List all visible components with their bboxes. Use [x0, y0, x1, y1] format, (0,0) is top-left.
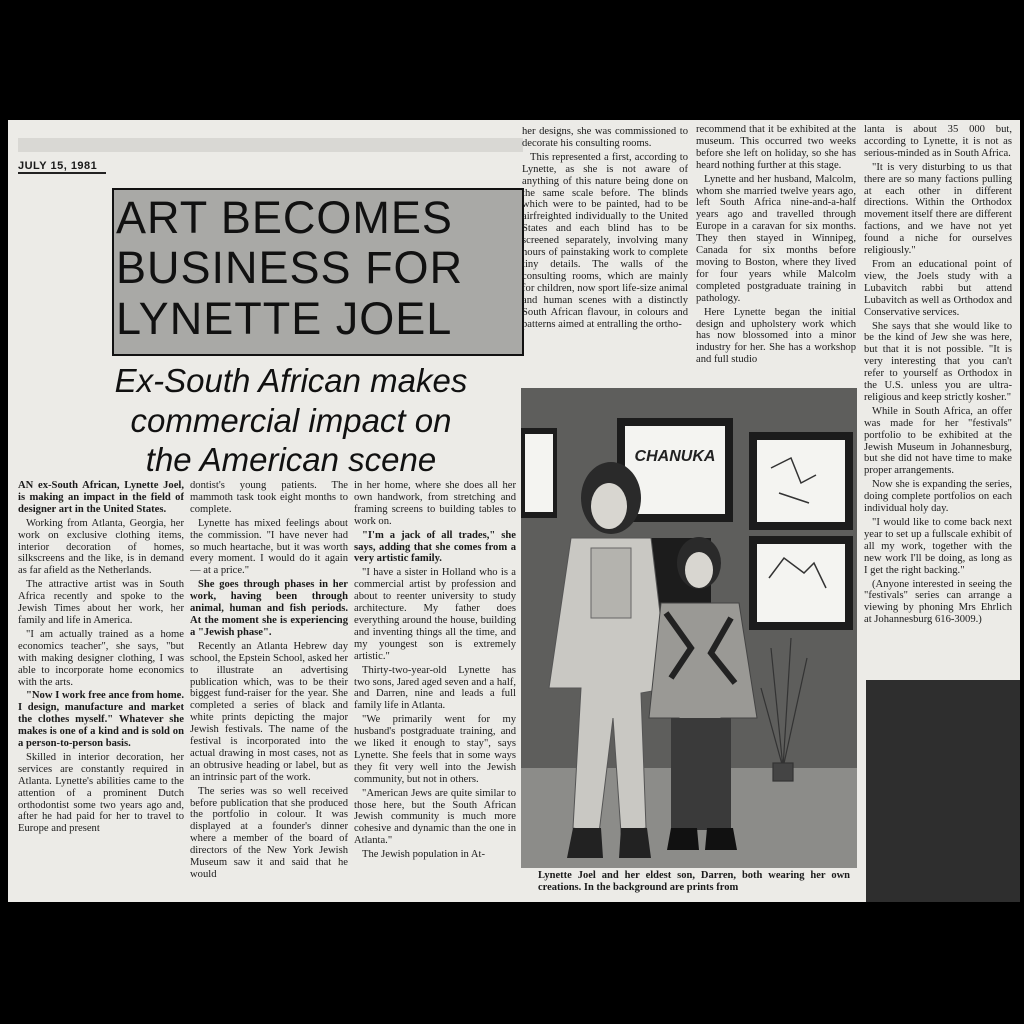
paragraph: "It is very disturbing to us that there are so many factions pulling at each other in different directions. Within the Orthodox movement itself there are different factions, and we have not yet found a niche for ourselves religiously." — [864, 161, 1012, 257]
woman-figure — [549, 462, 669, 858]
paragraph: Thirty-two-year-old Lynette has two sons, Jared aged seven and a half, and Darren, nine and leads a full family life in Atlanta. — [354, 664, 516, 712]
paragraph: From an educational point of view, the Joels study with a Lubavitch rabbi but attend Lubavitch as well as Orthodox and Conservative services. — [864, 258, 1012, 318]
article-photo — [521, 388, 857, 868]
paragraph: "American Jews are quite similar to those here, but the South African Jewish community is much more cohesive and dynamic than the one in Atlanta." — [354, 787, 516, 847]
paragraph: The attractive artist was in South Africa recently and spoke to the Jewish Times about her work, her family and life in America. — [18, 579, 184, 626]
article-column-3 — [354, 480, 516, 900]
paragraph: She goes through phases in her work, having been through animal, human and fish periods. At the moment she is experiencing a "Jewish phase". — [190, 579, 348, 638]
plant — [761, 638, 807, 781]
paragraph: (Anyone interested in seeing the "festivals" series can arrange a viewing by phoning Mrs Ehrlich at Johannesburg 616-3009.) — [864, 578, 1012, 626]
paragraph: "Now I work free ance from home. I design, manufacture and market the clothes myself." Whatever she makes is one of a kind and is sold on a person-to-person basis. — [18, 690, 184, 750]
paragraph: She says that she would like to be the kind of Jew she was here, but that it is not possible. "It is very interesting that you can't refer to yourself as Orthodox in the U.S. unless you are ultra-religious and keep strictly kosher." — [864, 320, 1012, 403]
paragraph: dontist's young patients. The mammoth task took eight months to complete. — [190, 480, 348, 515]
paragraph: "I'm a jack of all trades," she says, adding that she comes from a very artistic family. — [354, 529, 516, 565]
paragraph: "I have a sister in Holland who is a commercial artist by profession and about to reenter university to study architecture. My father does everything around the house, building and inventing things all the time, and my youngest son is extremely artistic." — [354, 567, 516, 662]
paragraph: "I am actually trained as a home economics teacher", she says, "but with making designer clothing, I was able to incorporate home economics with the arts. — [18, 628, 184, 688]
paragraph: Lynette and her husband, Malcolm, whom she married twelve years ago, left South Africa nine-and-a-half years ago and travelled through Europe in a caravan for six months. They then stayed in Winnipeg, Canada for six months before moving to Boston, where they lived for four years while Malcolm completed postgraduate training in pathology. — [696, 173, 856, 304]
paragraph: Skilled in interior decoration, her services are constantly required in Atlanta. Lynette's abilities came to the attention of a prominent Dutch orthodontist some two years ago and, after he had paid for her to travel to Europe and present — [18, 751, 184, 835]
paragraph: This represented a first, according to Lynette, as she is not aware of anything of this nature being done on the same scale before. The blinds which were to be painted, had to be airfreighted individually to the United States and each blind has to be screened separately, involving many hours of painstaking work to complete tiny details. The walls of the consulting rooms, which are mainly for children, now sport life-size animal and human scenes with a distinctly South African flavour, in colours and patterns aimed at entralling the ortho- — [522, 151, 688, 330]
top-band — [18, 138, 523, 152]
paragraph: The series was so well received before publication that she produced the portfolio in colour. It was displayed at a founder's dinner where a member of the board of directors of the New York Jewish Museum saw it and said that he would — [190, 785, 348, 880]
paragraph: "We primarily went for my husband's postgraduate training, and we liked it enough to stay", says Lynette. She feels that in some ways they fit very well into the Jewish community, but not in others. — [354, 714, 516, 785]
headline-line-1: ART BECOMES — [116, 192, 453, 243]
paragraph: her designs, she was commissioned to decorate his consulting rooms. — [522, 126, 688, 149]
print-lettering: CHANUKA — [634, 448, 716, 465]
article-column-6 — [864, 124, 1012, 676]
paragraph: recommend that it be exhibited at the museum. This occurred two weeks before she left on holiday, so she has heard nothing further at this stage. — [696, 124, 856, 171]
deck-line-1: Ex-South African makes — [114, 362, 468, 399]
paragraph: Recently an Atlanta Hebrew day school, the Epstein School, asked her to illustrate an advertising publication which, was to be their biggest fund-raiser for the year. She completed a series of black and white prints depicting the major Jewish festivals. The name of the festival is incorporated into the actual drawing in most cases, not as an obtrusive heading or label, but as an intrinsic part of the work. — [190, 640, 348, 783]
photo-caption: Lynette Joel and her eldest son, Darren, both wearing her own creations. In the background are prints from — [538, 870, 850, 893]
photo-figures — [521, 388, 857, 868]
sketch-marks — [769, 458, 826, 588]
paragraph: Lynette has mixed feelings about the commission. "I have never had so much heartache, but it was worth every moment. I would do it again — at a price." — [190, 517, 348, 577]
dateline: JULY 15, 1981 — [18, 160, 106, 174]
boy-figure — [649, 537, 757, 850]
article-column-5 — [696, 124, 856, 386]
article-column-2 — [190, 480, 348, 900]
newspaper-clipping — [8, 120, 1020, 902]
paragraph: Working from Atlanta, Georgia, her work on exclusive clothing items, interior decoration of homes, silkscreens and the like, is in demand as far afield as the Netherlands. — [18, 517, 184, 577]
paragraph: While in South Africa, an offer was made for her "festivals" portfolio to be exhibited at the Jewish Museum in Johannesburg, but she did not have time to make proper arrangements. — [864, 405, 1012, 477]
paragraph: in her home, where she does all her own handwork, from stretching and framing screens to building tables to work on. — [354, 480, 516, 527]
paragraph: The Jewish population in At- — [362, 849, 485, 861]
headline-line-2: BUSINESS FOR — [116, 242, 464, 293]
paragraph: Now she is expanding the series, doing complete portfolios on each individual holy day. — [864, 479, 1012, 515]
headline-line-3: LYNETTE JOEL — [116, 293, 453, 344]
article-column-4 — [522, 126, 688, 386]
paragraph: AN ex-South African, Lynette Joel, is making an impact in the field of designer art in the United States. — [18, 480, 184, 515]
dark-corner — [866, 680, 1020, 902]
deck-line-3: the American scene — [145, 441, 437, 478]
deck-line-2: commercial impact on — [130, 402, 452, 439]
article-column-1 — [18, 480, 184, 900]
paragraph: "I would like to come back next year to set up a fullscale exhibit of all my work, together with the new work I'll be doing, as long as I get the right backing." — [864, 517, 1012, 576]
paragraph: lanta is about 35 000 but, according to Lynette, it is not as serious-minded as in South Africa. — [864, 124, 1012, 159]
paragraph: Here Lynette began the initial design and upholstery work which has now blossomed into a minor industry for her. She has a workshop and full studio — [696, 306, 856, 366]
